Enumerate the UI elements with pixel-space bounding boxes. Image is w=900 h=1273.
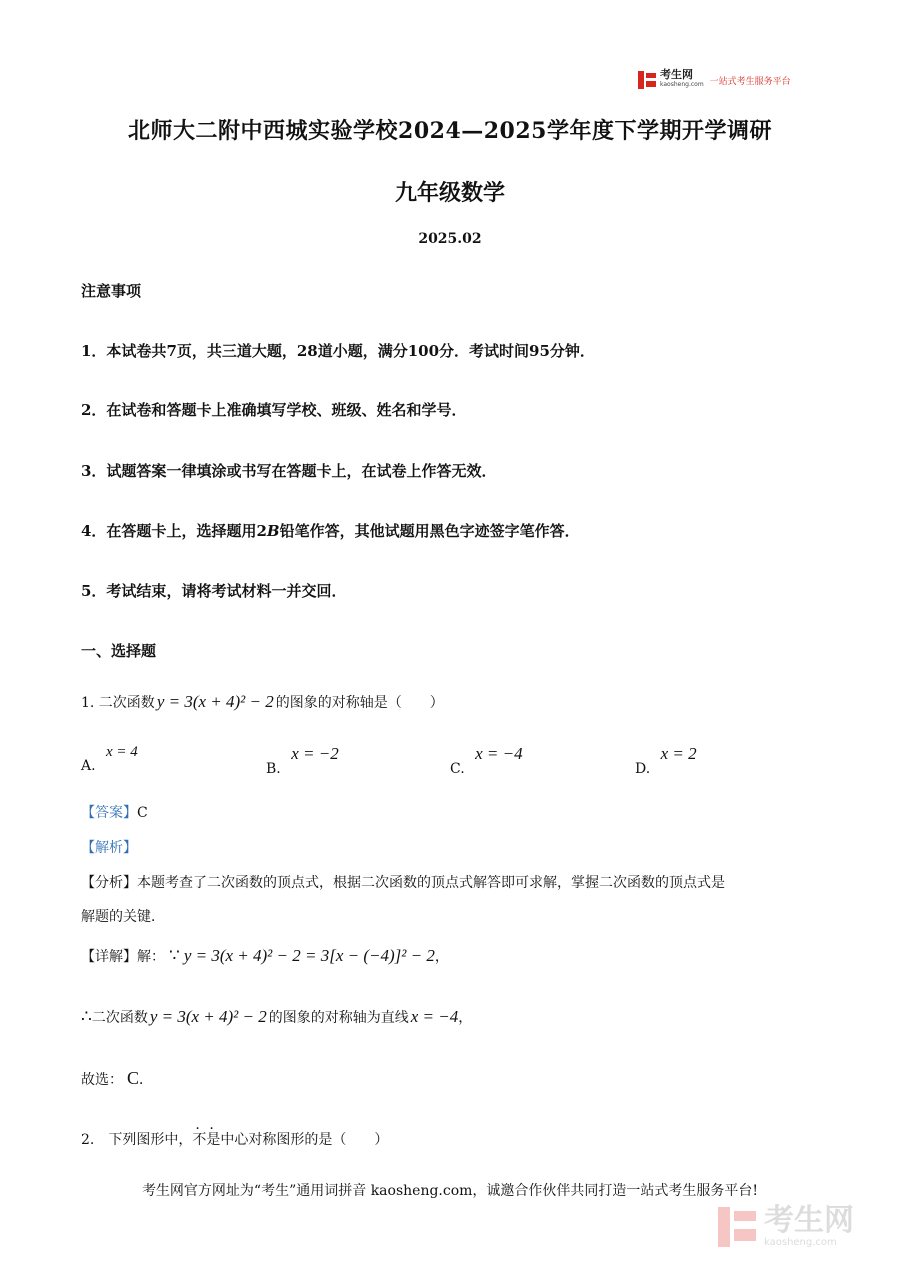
question-1 [81, 692, 444, 712]
therefore-symbol: ∴ [81, 1007, 92, 1027]
option-a [81, 744, 138, 774]
option-d [635, 744, 697, 777]
footer-text: 考生网官方网址为“考生”通用词拼音 kaosheng.com，诚邀合作伙伴共同打造一站式考生服务平台! [141, 1183, 759, 1199]
conclusion-line [81, 1007, 472, 1027]
q1-prefix: 1. 二次函数 [81, 695, 155, 711]
detail-text: 解： [137, 949, 165, 965]
exam-date: 2025.02 [418, 231, 482, 247]
q2-suffix: 中心对称图形的是（ ） [220, 1132, 389, 1148]
detail-comma: ， [434, 949, 449, 965]
header-logo [638, 70, 791, 90]
notes-heading: 注意事项 [81, 282, 142, 300]
watermark-cn: 考生网 [764, 1203, 854, 1238]
detail-tag: 【详解】 [81, 949, 137, 965]
option-a-value: x = 4 [106, 744, 138, 760]
watermark-text [764, 1205, 854, 1248]
analysis-tag: 【分析】 [81, 875, 137, 891]
analysis-line-1 [81, 872, 821, 892]
watermark-logo-icon [718, 1207, 758, 1247]
section-heading: 一、选择题 [81, 642, 157, 660]
option-a-letter: A. [81, 758, 96, 774]
exam-subject: 九年级数学 [394, 180, 505, 206]
note-item-3: 3．试题答案一律填涂或书写在答题卡上，在试卷上作答无效． [81, 462, 497, 480]
watermark-en: kaosheng.com [764, 1237, 837, 1248]
conclusion-formula: y = 3(x + 4)² − 2 [149, 1007, 267, 1026]
analysis-label: 【解析】 [81, 840, 137, 856]
question-2 [81, 1129, 388, 1149]
conclusion-comma: ， [458, 1010, 473, 1026]
option-c-value: x = −4 [475, 744, 523, 763]
logo-name [660, 70, 704, 90]
logo-domain: kaosheng.com [660, 81, 704, 88]
note-item-4 [81, 520, 580, 541]
note-item-4-c: B [266, 522, 280, 540]
note-item-4-d: 铅笔作答，其他试题用黑色字迹签字笔作答． [279, 522, 580, 540]
option-b [266, 744, 339, 777]
option-b-letter: B. [266, 761, 281, 777]
option-d-value: x = 2 [660, 744, 697, 763]
analysis-line-2: 解题的关键． [81, 909, 165, 925]
note-item-5: 5．考试结束，请将考试材料一并交回． [81, 582, 347, 600]
detail-line [81, 946, 449, 966]
choose-label: 故选： [81, 1072, 123, 1088]
note-item-2: 2．在试卷和答题卡上准确填写学校、班级、姓名和学号． [81, 401, 467, 419]
note-item-4-b: 2 [256, 522, 267, 540]
note-item-4-a: 4．在答题卡上，选择题用 [81, 522, 257, 540]
q1-formula: y = 3(x + 4)² − 2 [156, 692, 274, 711]
answer-line [81, 802, 148, 822]
option-b-value: x = −2 [291, 744, 339, 763]
watermark [718, 1205, 854, 1248]
answer-value: C [137, 805, 148, 821]
conclusion-line-value: x = −4 [410, 1007, 459, 1026]
choose-value: C [127, 1068, 140, 1088]
option-d-letter: D. [635, 761, 651, 777]
option-c [450, 744, 523, 777]
detail-formula: y = 3(x + 4)² − 2 = 3[x − (−4)]² − 2 [183, 946, 435, 965]
choose-line [81, 1068, 153, 1089]
note-item-1: 1．本试卷共7页，共三道大题，28道小题，满分100分．考试时间95分钟． [81, 342, 595, 360]
conclusion-b: 的图象的对称轴为直线 [268, 1010, 409, 1026]
q2-emph-2: 是 [206, 1132, 221, 1148]
choose-end: ． [139, 1072, 154, 1088]
because-symbol: ∵ [169, 946, 180, 966]
answer-label: 【答案】 [81, 805, 137, 821]
q1-suffix: 的图象的对称轴是（ ） [275, 695, 444, 711]
exam-title: 北师大二附中西城实验学校2024—2025学年度下学期开学调研 [128, 118, 772, 144]
logo-mark-icon [638, 71, 656, 89]
q2-prefix: 2. 下列图形中， [81, 1132, 193, 1148]
conclusion-a: 二次函数 [91, 1010, 148, 1026]
logo-slogan: 一站式考生服务平台 [709, 76, 791, 87]
q2-emph-1: 不 [192, 1132, 207, 1148]
analysis-text-1: 本题考查了二次函数的顶点式，根据二次函数的顶点式解答即可求解，掌握二次函数的顶点式是 [137, 875, 725, 891]
logo-name-cn: 考生网 [660, 68, 693, 81]
option-c-letter: C. [450, 761, 465, 777]
